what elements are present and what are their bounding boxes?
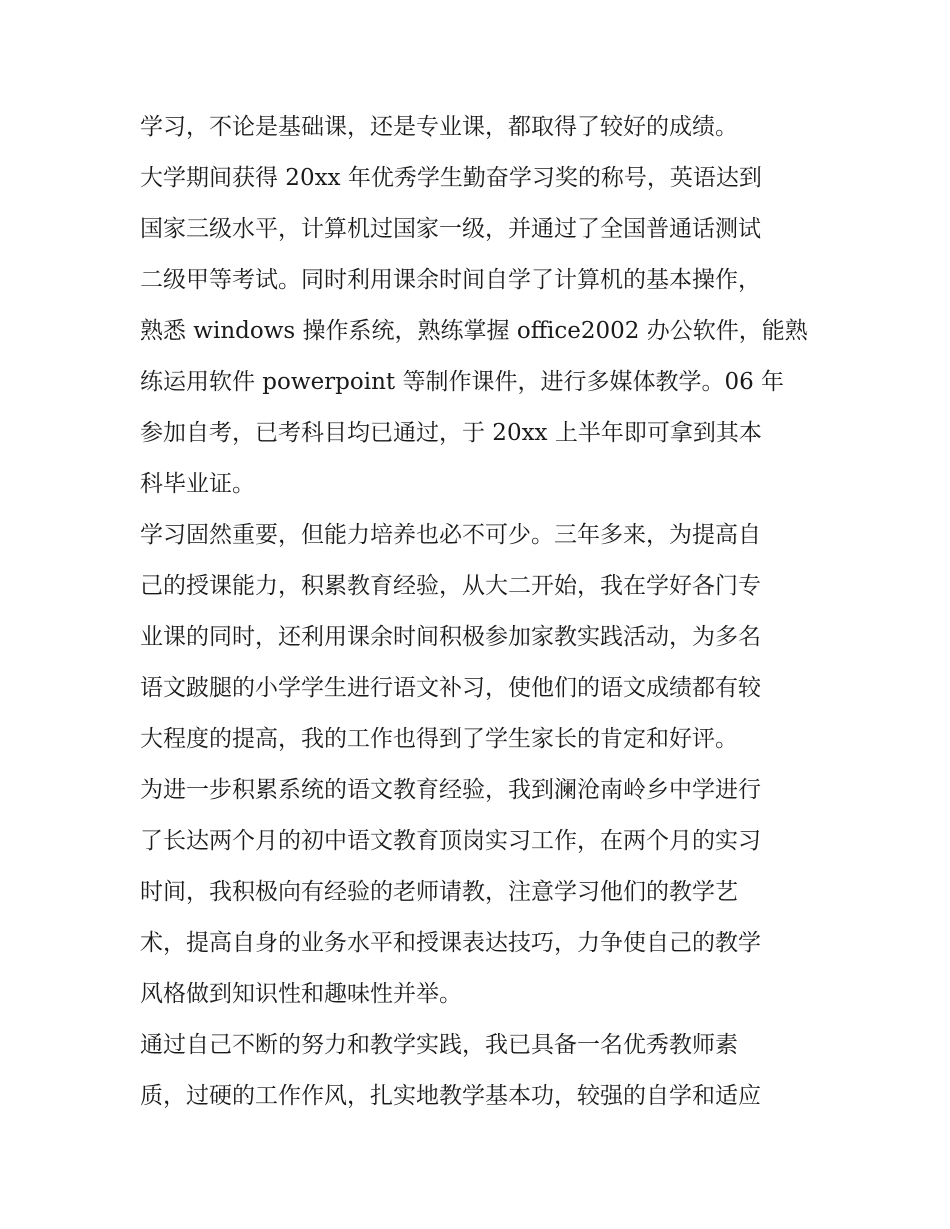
text-line: 大程度的提高，我的工作也得到了学生家长的肯定和好评。 [140, 726, 738, 752]
text-line: 了长达两个月的初中语文教育顶岗实习工作，在两个月的实习 [140, 828, 761, 854]
text-line: 参加自考，已考科目均已通过，于 20xx 上半年即可拿到其本 [140, 420, 762, 446]
text-line: 练运用软件 powerpoint 等制作课件，进行多媒体教学。06 年 [140, 369, 785, 395]
text-line: 己的授课能力，积累教育经验，从大二开始，我在学好各门专 [140, 573, 761, 599]
document-body [140, 102, 820, 1122]
text-line: 术，提高自身的业务水平和授课表达技巧，力争使自己的教学 [140, 930, 761, 956]
text-line: 业课的同时，还利用课余时间积极参加家教实践活动，为多名 [140, 624, 761, 650]
text-line: 熟悉 windows 操作系统，熟练掌握 office2002 办公软件，能熟 [140, 318, 808, 344]
text-line: 时间，我积极向有经验的老师请教，注意学习他们的教学艺 [140, 879, 738, 905]
text-line: 学习，不论是基础课，还是专业课，都取得了较好的成绩。 [140, 114, 738, 140]
text-line: 质，过硬的工作作风，扎实地教学基本功，较强的自学和适应 [140, 1083, 761, 1109]
text-line: 国家三级水平，计算机过国家一级，并通过了全国普通话测试 [140, 216, 761, 242]
text-line: 科毕业证。 [140, 471, 255, 497]
text-line: 学习固然重要，但能力培养也必不可少。三年多来，为提高自 [140, 522, 761, 548]
text-line: 为进一步积累系统的语文教育经验，我到澜沧南岭乡中学进行 [140, 777, 761, 803]
text-line: 风格做到知识性和趣味性并举。 [140, 981, 462, 1007]
text-line: 语文跛腿的小学学生进行语文补习，使他们的语文成绩都有较 [140, 675, 761, 701]
text-line: 通过自己不断的努力和教学实践，我已具备一名优秀教师素 [140, 1032, 738, 1058]
text-line: 大学期间获得 20xx 年优秀学生勤奋学习奖的称号，英语达到 [140, 165, 762, 191]
text-line: 二级甲等考试。同时利用课余时间自学了计算机的基本操作， [140, 267, 761, 293]
